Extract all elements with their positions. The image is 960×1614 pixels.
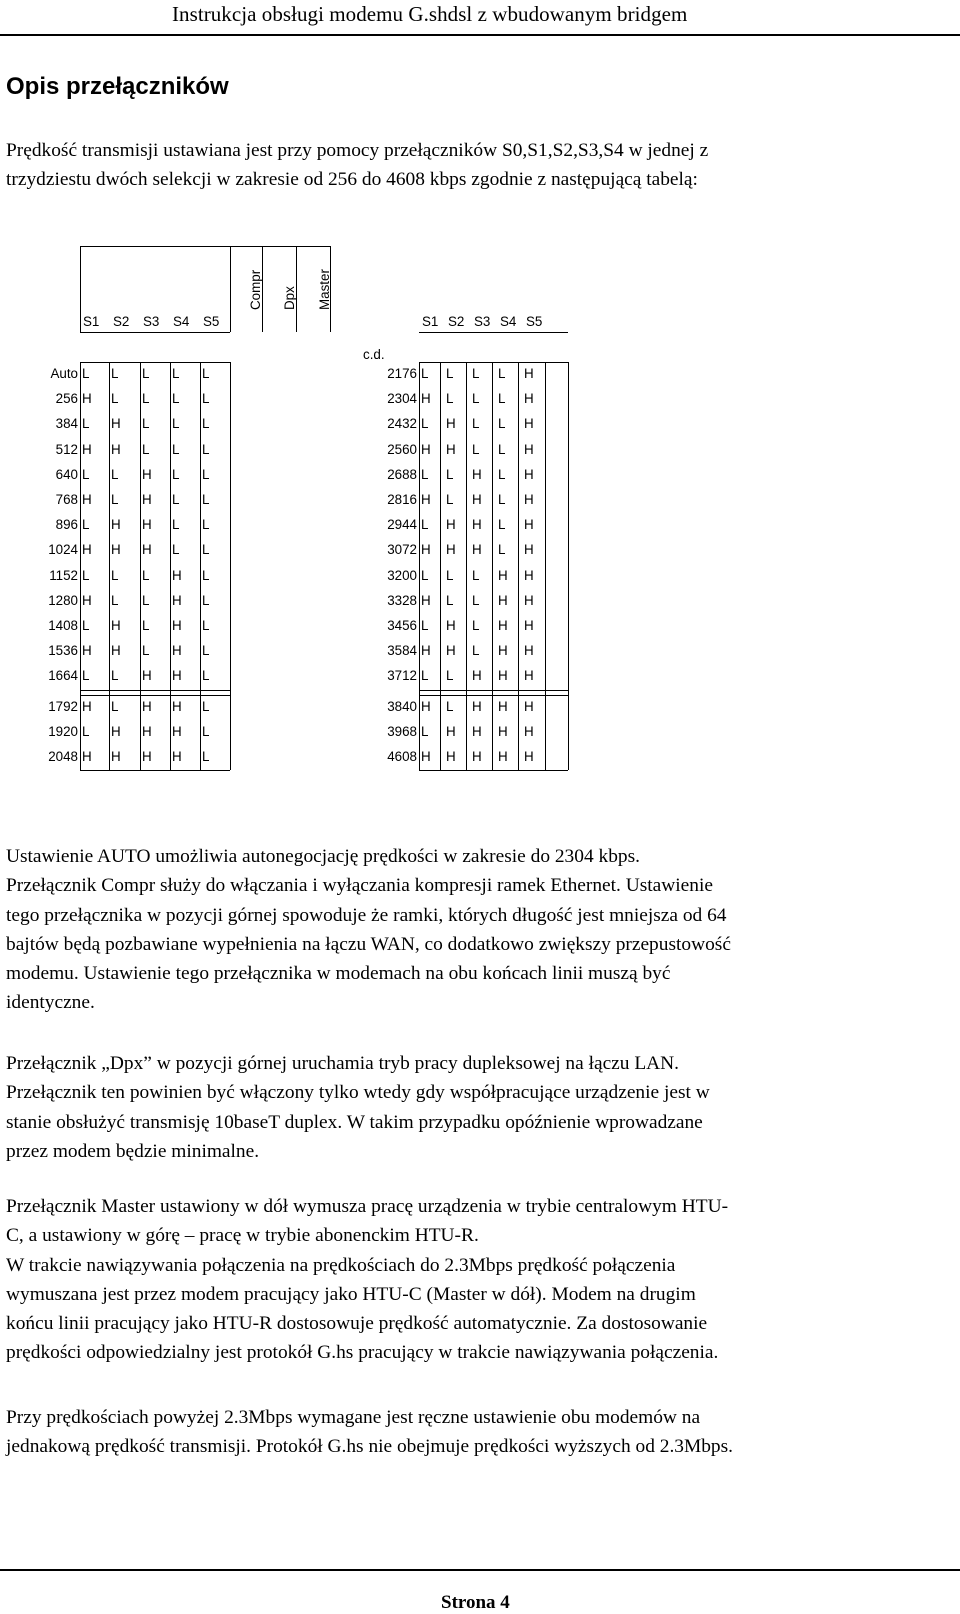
switch-position: H xyxy=(421,749,431,764)
switch-position: L xyxy=(472,416,480,432)
switch-position: L xyxy=(202,492,210,507)
switch-position: H xyxy=(524,723,534,739)
speed-value: 4608 xyxy=(387,749,417,764)
switch-position: H xyxy=(524,542,534,558)
switch-position: L xyxy=(421,466,429,482)
footer-divider xyxy=(0,1569,960,1571)
switch-position: L xyxy=(446,668,454,684)
switch-position: H xyxy=(172,592,182,608)
speed-value: 3968 xyxy=(387,723,417,739)
speed-value: 3584 xyxy=(387,643,417,659)
switch-position: H xyxy=(472,517,482,533)
switch-position: H xyxy=(524,441,534,457)
paragraph-master xyxy=(6,1192,951,1368)
switch-position: L xyxy=(498,441,506,457)
grid-line xyxy=(230,362,231,770)
switch-position: L xyxy=(82,366,90,381)
switch-position: L xyxy=(498,416,506,432)
switch-position: H xyxy=(111,441,121,457)
switch-header: S2 xyxy=(448,314,465,329)
speed-value: 1152 xyxy=(49,567,78,583)
switch-header: S4 xyxy=(173,314,190,329)
switch-position: H xyxy=(524,643,534,659)
switch-position: L xyxy=(498,366,506,381)
switch-position: H xyxy=(82,492,92,507)
grid-line xyxy=(545,362,546,770)
switch-position: L xyxy=(202,366,210,381)
switch-position: H xyxy=(111,416,121,432)
text-line: Przełącznik Compr służy do włączania i wyłączania kompresji ramek Ethernet. Ustawienie xyxy=(6,875,713,897)
switch-position: L xyxy=(421,668,429,684)
switch-position: H xyxy=(498,592,508,608)
grid-line xyxy=(419,690,568,691)
switch-position: H xyxy=(172,618,182,633)
speed-value: 1408 xyxy=(48,618,78,633)
switch-position: H xyxy=(142,749,152,764)
switch-position: H xyxy=(82,592,92,608)
switch-position: L xyxy=(446,391,454,407)
speed-value: 2432 xyxy=(387,416,417,432)
switch-position: H xyxy=(446,416,456,432)
speed-value: 2688 xyxy=(387,466,417,482)
section-heading: Opis przełączników xyxy=(6,73,229,100)
switch-position: L xyxy=(421,618,429,633)
switch-position: H xyxy=(172,567,182,583)
switch-position: H xyxy=(111,749,121,764)
switch-position: L xyxy=(421,723,429,739)
text-line: identyczne. xyxy=(6,992,95,1014)
switch-position: L xyxy=(472,592,480,608)
speed-value: 640 xyxy=(55,466,78,482)
switch-position: L xyxy=(421,567,429,583)
switch-position: L xyxy=(202,592,210,608)
switch-position: H xyxy=(111,643,121,659)
switch-position: L xyxy=(111,567,119,583)
switch-position: H xyxy=(82,698,92,714)
switch-position: L xyxy=(142,416,150,432)
switch-position: H xyxy=(524,668,534,684)
grid-line xyxy=(419,695,568,696)
speed-value: 896 xyxy=(55,517,78,533)
switch-position: H xyxy=(498,618,508,633)
switch-position: L xyxy=(202,643,210,659)
switch-position: H xyxy=(142,466,152,482)
switch-position: H xyxy=(142,542,152,558)
switch-position: L xyxy=(472,567,480,583)
switch-position: L xyxy=(202,698,210,714)
text-line: Przy prędkościach powyżej 2.3Mbps wymagane jest ręczne ustawienie obu modemów na xyxy=(6,1407,701,1428)
switch-position: L xyxy=(446,466,454,482)
switch-position: H xyxy=(421,643,431,659)
switch-position: H xyxy=(524,618,534,633)
switch-position: L xyxy=(142,391,150,407)
switch-position: H xyxy=(498,567,508,583)
switch-position: H xyxy=(524,567,534,583)
switch-position: L xyxy=(172,466,180,482)
speed-value: 2816 xyxy=(387,492,417,507)
switch-position: L xyxy=(498,391,506,407)
switch-position: H xyxy=(524,749,534,764)
switch-position: H xyxy=(446,517,456,533)
grid-line xyxy=(419,362,568,363)
switch-position: L xyxy=(142,643,150,659)
switch-position: H xyxy=(172,698,182,714)
switch-position: L xyxy=(111,668,119,684)
switch-position: H xyxy=(524,492,534,507)
switch-position: L xyxy=(472,366,480,381)
switch-position: H xyxy=(111,517,121,533)
paragraph-speed-note xyxy=(6,1403,951,1462)
switch-position: H xyxy=(446,618,456,633)
switch-position: L xyxy=(142,441,150,457)
speed-value: 768 xyxy=(55,492,78,507)
switch-position: L xyxy=(172,441,180,457)
switch-position: L xyxy=(82,567,90,583)
switch-position: L xyxy=(202,723,210,739)
switch-position: L xyxy=(142,618,150,633)
switch-position: L xyxy=(446,366,454,381)
switch-position: H xyxy=(446,749,456,764)
paragraph-compr xyxy=(6,842,951,1018)
switch-position: H xyxy=(421,391,431,407)
switch-position: L xyxy=(202,668,210,684)
switch-position: L xyxy=(111,492,119,507)
text-line: końcu linii pracujący jako HTU-R dostosowuje prędkość automatycznie. Za dostosowanie xyxy=(6,1313,708,1335)
grid-line xyxy=(80,690,230,691)
switch-position: L xyxy=(202,517,210,533)
grid-line xyxy=(170,362,171,770)
switch-position: L xyxy=(446,698,454,714)
intro-line: trzydziestu dwóch selekcji w zakresie od 256 do 4608 kbps zgodnie z następującą tabelą: xyxy=(6,169,698,191)
switch-position: H xyxy=(421,492,431,507)
switch-position: H xyxy=(172,668,182,684)
grid-line xyxy=(80,246,81,332)
speed-value: 1024 xyxy=(48,542,78,558)
text-line: C, a ustawiony w górę – pracę w trybie abonenckim HTU-R. xyxy=(6,1225,479,1247)
grid-line xyxy=(419,332,568,333)
switch-position: H xyxy=(498,698,508,714)
switch-position: L xyxy=(202,542,210,558)
switch-position: H xyxy=(524,517,534,533)
text-line: przez modem będzie minimalne. xyxy=(6,1140,260,1162)
speed-value: 3712 xyxy=(387,668,417,684)
switch-position: H xyxy=(82,643,92,659)
intro-paragraph xyxy=(6,136,951,195)
switch-position: H xyxy=(498,749,508,764)
grid-line xyxy=(492,362,493,770)
switch-position: H xyxy=(111,723,121,739)
switch-position: H xyxy=(172,723,182,739)
switch-position: L xyxy=(142,567,150,583)
speed-value: 384 xyxy=(55,416,78,432)
switch-position: H xyxy=(472,668,482,684)
switch-position: H xyxy=(472,542,482,558)
switch-position: L xyxy=(172,542,180,558)
switch-position: L xyxy=(446,592,454,608)
text-line: modemu. Ustawienie tego przełącznika w modemach na obu końcach linii muszą być xyxy=(6,963,671,985)
switch-position: H xyxy=(82,441,92,457)
text-line: tego przełącznika w pozycji górnej spowoduje że ramki, których długość jest mniejsza od 64 xyxy=(6,904,727,926)
switch-position: H xyxy=(524,416,534,432)
switch-position: L xyxy=(472,441,480,457)
switch-header: S5 xyxy=(526,314,543,329)
grid-line xyxy=(200,362,201,770)
switch-position: H xyxy=(142,698,152,714)
switch-header: S3 xyxy=(474,314,491,329)
text-line: Przełącznik „Dpx” w pozycji górnej uruchamia tryb pracy dupleksowej na łączu LAN. xyxy=(6,1053,680,1074)
switch-position: L xyxy=(202,567,210,583)
switch-position: L xyxy=(421,416,429,432)
switch-position: L xyxy=(111,391,119,407)
switch-position: L xyxy=(498,466,506,482)
switch-position: L xyxy=(421,366,429,381)
grid-line xyxy=(440,362,441,770)
switch-header: S2 xyxy=(113,314,130,329)
text-line: Przełącznik Master ustawiony w dół wymusza pracę urządzenia w trybie centralowym HTU- xyxy=(6,1196,729,1217)
paragraph-dpx xyxy=(6,1049,951,1166)
switch-position: L xyxy=(172,492,180,507)
switch-position: L xyxy=(82,618,90,633)
switch-position: H xyxy=(446,643,456,659)
speed-value: 1280 xyxy=(48,592,78,608)
speed-value: 3200 xyxy=(387,567,417,583)
speed-value: 512 xyxy=(55,441,78,457)
switch-position: L xyxy=(498,517,506,533)
speed-value: 1920 xyxy=(48,723,78,739)
grid-line xyxy=(568,362,569,770)
switch-position: H xyxy=(524,466,534,482)
speed-value: 256 xyxy=(55,391,78,407)
switch-position: L xyxy=(82,723,90,739)
grid-line xyxy=(80,770,230,771)
grid-line xyxy=(419,362,420,770)
text-line: bajtów będą pozbawiane wypełnienia na łączu WAN, co dodatkowo zwiększy przepustowość xyxy=(6,933,731,955)
switch-position: L xyxy=(111,698,119,714)
switch-position: H xyxy=(142,492,152,507)
grid-line xyxy=(80,246,330,247)
grid-line xyxy=(109,362,110,770)
switch-position: H xyxy=(142,517,152,533)
switch-position: H xyxy=(82,542,92,558)
switch-position: L xyxy=(202,618,210,633)
page-number: Strona 4 xyxy=(441,1592,510,1613)
speed-value: 2176 xyxy=(387,366,417,381)
grid-line xyxy=(466,362,467,770)
speed-value: 2944 xyxy=(387,517,417,533)
switch-position: H xyxy=(446,723,456,739)
speed-value: 1536 xyxy=(48,643,78,659)
column-header-compr: Compr xyxy=(248,269,263,310)
grid-line xyxy=(419,770,568,771)
grid-line xyxy=(80,362,230,363)
text-line: jednakową prędkość transmisji. Protokół G.hs nie obejmuje prędkości wyższych od 2.3Mbps. xyxy=(6,1436,734,1458)
speed-value: 3328 xyxy=(387,592,417,608)
speed-value: 2560 xyxy=(387,441,417,457)
column-header-dpx: Dpx xyxy=(282,286,297,310)
switch-position: L xyxy=(142,366,150,381)
switch-position: L xyxy=(421,517,429,533)
intro-line: Prędkość transmisji ustawiana jest przy pomocy przełączników S0,S1,S2,S3,S4 w jednej z xyxy=(6,140,709,161)
switch-position: L xyxy=(202,416,210,432)
grid-line xyxy=(80,332,230,333)
switch-header: S3 xyxy=(143,314,160,329)
switch-header: S1 xyxy=(83,314,100,329)
speed-value: 1664 xyxy=(48,668,78,684)
switch-position: L xyxy=(142,592,150,608)
switch-position: H xyxy=(524,366,534,381)
switch-position: H xyxy=(111,618,121,633)
switch-position: H xyxy=(524,391,534,407)
grid-line xyxy=(140,362,141,770)
switch-position: H xyxy=(524,592,534,608)
switch-position: L xyxy=(202,441,210,457)
header-divider xyxy=(0,34,960,36)
switch-position: L xyxy=(472,391,480,407)
text-line: wymuszana jest przez modem pracujący jako HTU-C (Master w dół). Modem na drugim xyxy=(6,1283,696,1305)
switch-position: L xyxy=(172,416,180,432)
grid-line xyxy=(518,362,519,770)
switch-position: H xyxy=(142,668,152,684)
continuation-label: c.d. xyxy=(363,347,385,362)
switch-position: H xyxy=(498,668,508,684)
switch-position: L xyxy=(446,567,454,583)
switch-position: H xyxy=(472,749,482,764)
speed-value: 3840 xyxy=(387,698,417,714)
switch-position: H xyxy=(524,698,534,714)
switch-position: H xyxy=(446,542,456,558)
switch-position: L xyxy=(472,618,480,633)
switch-position: L xyxy=(172,366,180,381)
switch-position: L xyxy=(172,391,180,407)
switch-position: H xyxy=(446,441,456,457)
switch-position: L xyxy=(82,668,90,684)
text-line: Przełącznik ten powinien być włączony tylko wtedy gdy współpracujące urządzenie jest w xyxy=(6,1082,710,1104)
switch-position: H xyxy=(472,698,482,714)
switch-position: H xyxy=(421,698,431,714)
speed-value: 3072 xyxy=(387,542,417,558)
document-header: Instrukcja obsługi modemu G.shdsl z wbudowanym bridgem xyxy=(172,2,688,26)
switch-header: S5 xyxy=(203,314,220,329)
switch-header: S4 xyxy=(500,314,517,329)
switch-position: L xyxy=(82,466,90,482)
grid-line xyxy=(230,246,231,332)
switch-position: H xyxy=(472,723,482,739)
switch-position: L xyxy=(202,749,210,764)
text-line: W trakcie nawiązywania połączenia na prędkościach do 2.3Mbps prędkość połączenia xyxy=(6,1254,676,1276)
switch-position: H xyxy=(82,749,92,764)
text-line: prędkości odpowiedzialny jest protokół G.hs pracujący w trakcie nawiązywania połączenia. xyxy=(6,1342,719,1364)
switch-position: H xyxy=(111,542,121,558)
text-line: Ustawienie AUTO umożliwia autonegocjację prędkości w zakresie do 2304 kbps. xyxy=(6,846,640,867)
switch-position: L xyxy=(82,416,90,432)
switch-position: L xyxy=(111,466,119,482)
switch-position: L xyxy=(472,643,480,659)
switch-position: H xyxy=(142,723,152,739)
switch-position: H xyxy=(498,723,508,739)
switch-position: L xyxy=(446,492,454,507)
text-line: stanie obsłużyć transmisję 10baseT duplex. W takim przypadku opóźnienie wprowadzane xyxy=(6,1111,703,1133)
speed-value: 2304 xyxy=(387,391,417,407)
switch-position: H xyxy=(498,643,508,659)
switch-position: L xyxy=(498,492,506,507)
switch-position: H xyxy=(421,592,431,608)
switch-position: L xyxy=(202,466,210,482)
switch-position: H xyxy=(172,643,182,659)
switch-position: L xyxy=(498,542,506,558)
switch-position: H xyxy=(421,542,431,558)
speed-value: 2048 xyxy=(48,749,78,764)
switch-position: H xyxy=(82,391,92,407)
switch-header: S1 xyxy=(422,314,439,329)
switch-position: L xyxy=(111,592,119,608)
switch-position: H xyxy=(472,466,482,482)
switch-position: H xyxy=(472,492,482,507)
speed-value: 3456 xyxy=(387,618,417,633)
grid-line xyxy=(80,695,230,696)
switch-position: H xyxy=(172,749,182,764)
switch-position: H xyxy=(421,441,431,457)
switch-position: L xyxy=(82,517,90,533)
switch-position: L xyxy=(202,391,210,407)
speed-value: 1792 xyxy=(48,698,78,714)
switch-position: L xyxy=(172,517,180,533)
column-header-master: Master xyxy=(317,269,332,310)
grid-line xyxy=(80,362,81,770)
speed-value: Auto xyxy=(50,366,78,381)
switch-position: L xyxy=(111,366,119,381)
